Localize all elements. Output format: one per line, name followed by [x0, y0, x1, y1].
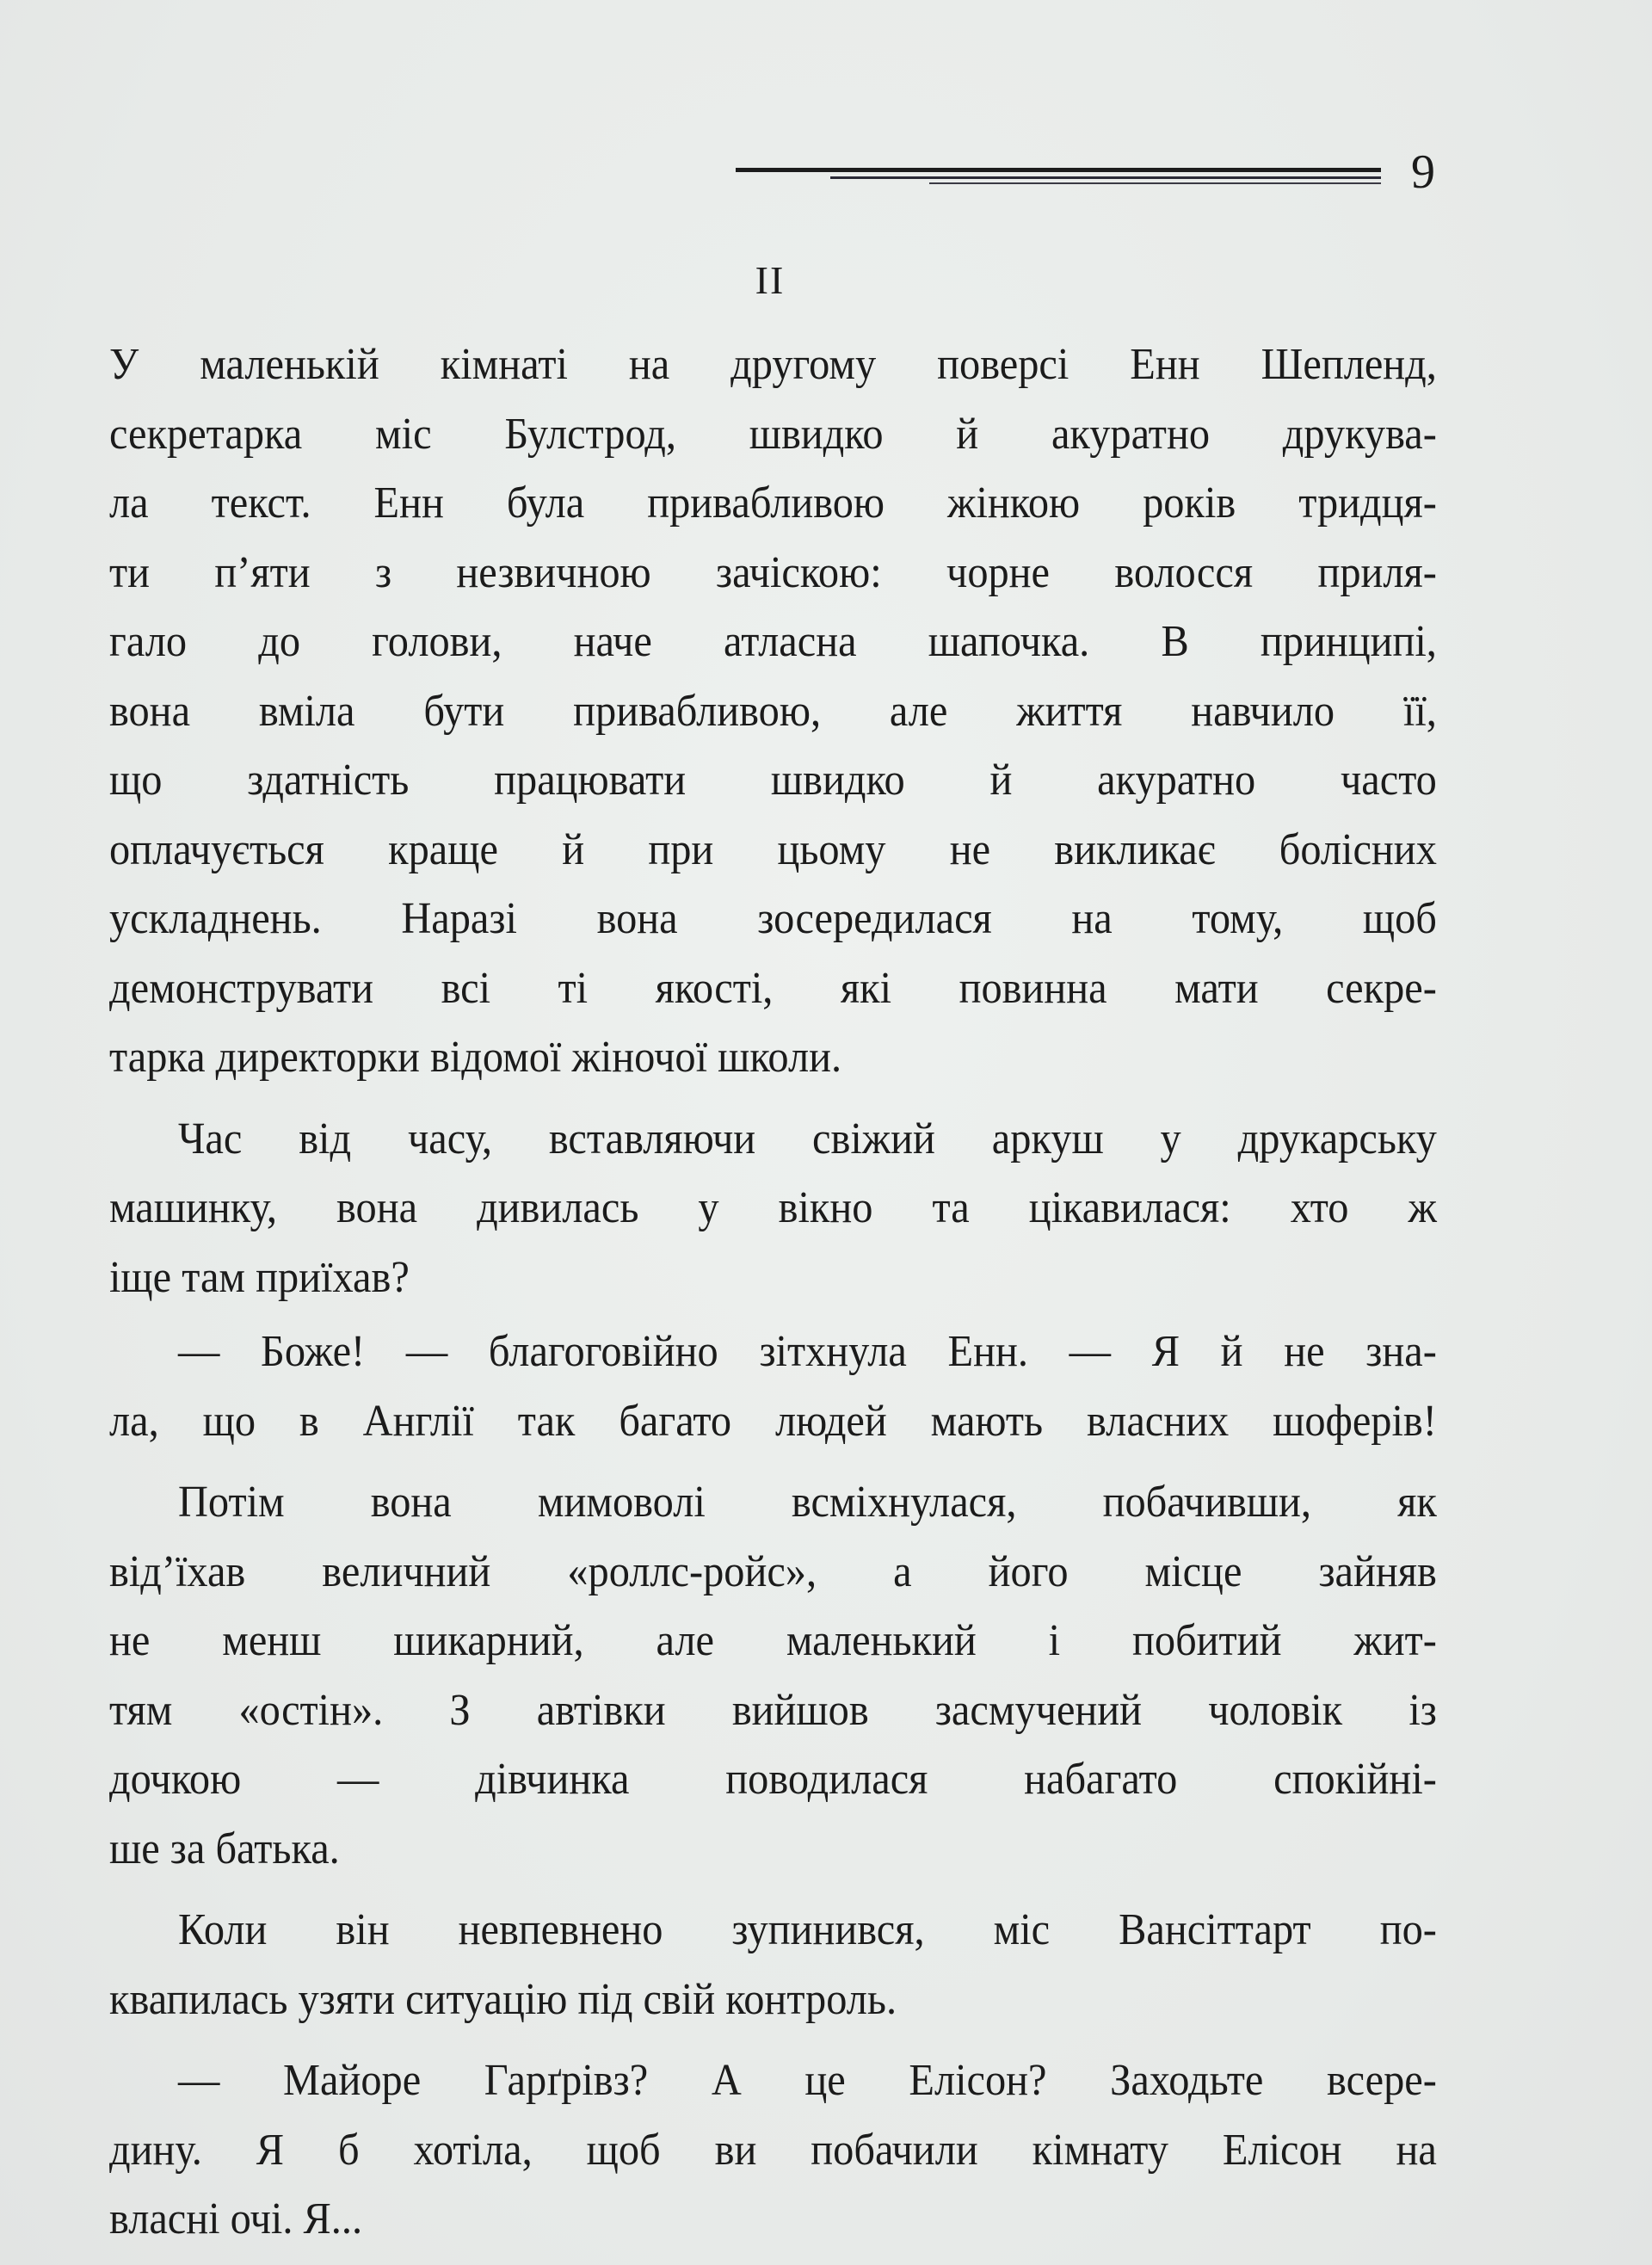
text-line: ла, що в Англії так багато людей мають власних шоферів! — [109, 1396, 1437, 1446]
paragraph-6-dialogue — [109, 2046, 1437, 2255]
section-heading: II — [755, 258, 786, 302]
text-line: оплачується краще й при цьому не викликає болісних — [109, 824, 1437, 874]
paragraph-4 — [109, 1468, 1437, 1884]
text-line: квапилась узяти ситуацію під свій контроль. — [109, 1974, 897, 2024]
paragraph-3-dialogue — [109, 1318, 1437, 1456]
text-line: Потім вона мимоволі всміхнулася, побачивши, як — [177, 1478, 1437, 1527]
header-decorative-rule — [736, 168, 1381, 188]
text-line: тарка директорки відомої жіночої школи. — [109, 1033, 842, 1082]
text-line: — Майоре Гарґрівз? А це Елісон? Заходьте всере- — [177, 2056, 1437, 2105]
text-line: У маленькій кімнаті на другому поверсі Енн Шепленд, — [109, 340, 1437, 389]
page-number: 9 — [1411, 145, 1435, 199]
running-header — [736, 138, 1450, 207]
text-line: демонструвати всі ті якості, які повинна мати секре- — [109, 963, 1437, 1013]
text-line: вона вміла бути привабливою, але життя навчило її, — [109, 686, 1437, 736]
text-line: гало до голови, наче атласна шапочка. В принципі, — [109, 617, 1437, 666]
rule-line-thick — [736, 168, 1381, 172]
text-line: ти п’яти з незвичною зачіскою: чорне волосся приля- — [109, 547, 1437, 597]
text-line: від’їхав величний «роллс-ройс», а його місце зайняв — [109, 1546, 1437, 1596]
text-line: дину. Я б хотіла, щоб ви побачили кімнату Елісон на — [109, 2125, 1437, 2175]
text-line: дочкою — дівчинка поводилася набагато спокійні- — [109, 1755, 1437, 1804]
paragraph-2 — [109, 1105, 1437, 1313]
text-line: тям «остін». З автівки вийшов засмучений чоловік із — [109, 1685, 1437, 1735]
rule-line-medium — [830, 176, 1381, 179]
text-line: власні очі. Я... — [109, 2194, 363, 2243]
body-text — [109, 330, 1437, 2255]
paragraph-1 — [109, 330, 1437, 1093]
paragraph-5 — [109, 1896, 1437, 2034]
text-line: не менш шикарний, але маленький і побитий жит- — [109, 1616, 1437, 1665]
text-line: Час від часу, вставляючи свіжий аркуш у друкарську — [177, 1114, 1437, 1163]
text-line: — Боже! — благоговійно зітхнула Енн. — Я й не зна- — [177, 1327, 1437, 1376]
text-line: що здатність працювати швидко й акуратно часто — [109, 756, 1437, 805]
text-line: ла текст. Енн була привабливою жінкою років тридця- — [109, 478, 1437, 528]
text-line: ше за батька. — [109, 1824, 340, 1873]
text-line: ускладнень. Наразі вона зосередилася на тому, щоб — [109, 894, 1437, 943]
text-line: секретарка міс Булстрод, швидко й акуратно друкува- — [109, 409, 1437, 459]
text-line: іще там приїхав? — [109, 1252, 410, 1302]
text-line: машинку, вона дивилась у вікно та цікавилася: хто ж — [109, 1183, 1437, 1232]
rule-line-thin — [929, 182, 1381, 184]
text-line: Коли він невпевнено зупинився, міс Вансіттарт по- — [177, 1905, 1437, 1954]
